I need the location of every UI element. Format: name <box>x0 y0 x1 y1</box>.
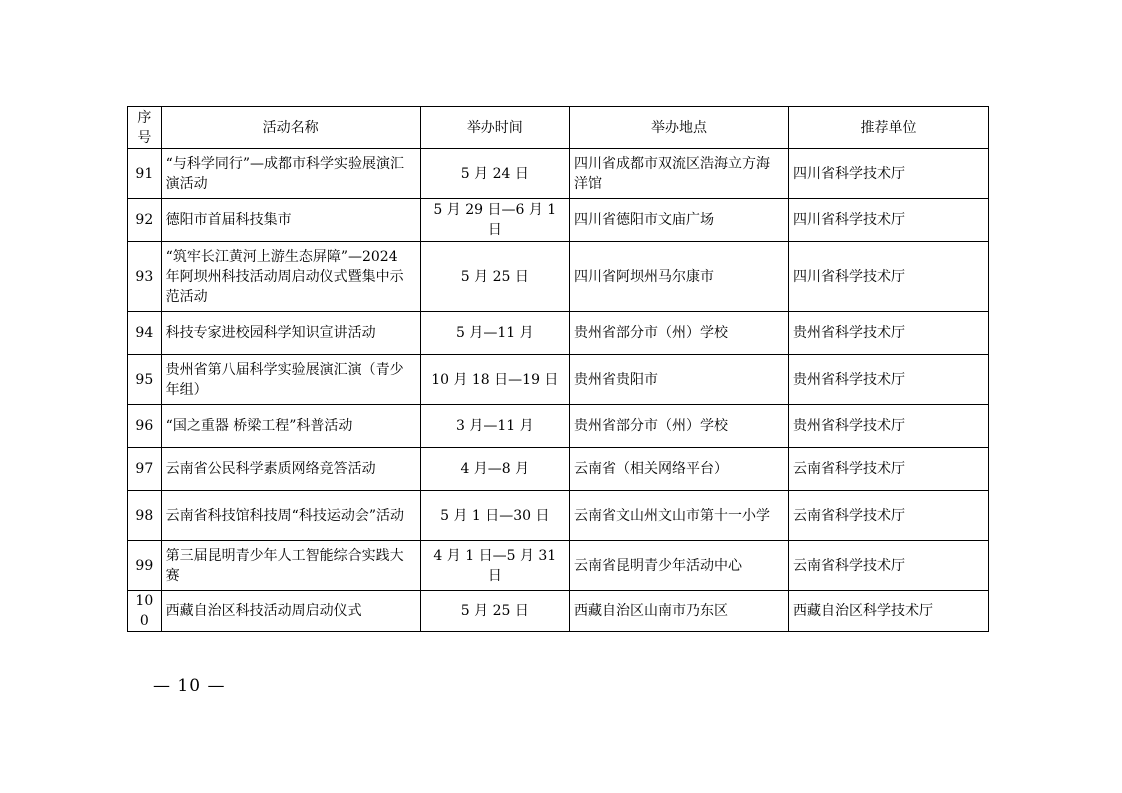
row-number: 94 <box>128 312 162 355</box>
activity-time: 5 月 25 日 <box>420 242 569 312</box>
header-cell-place: 举办地点 <box>570 107 789 149</box>
table-row <box>128 491 989 541</box>
header-cell-name: 活动名称 <box>161 107 420 149</box>
activity-place: 西藏自治区山南市乃东区 <box>570 591 789 632</box>
activity-place: 贵州省贵阳市 <box>570 355 789 405</box>
recommending-unit: 贵州省科学技术厅 <box>788 312 988 355</box>
row-number: 100 <box>128 591 162 632</box>
table-row <box>128 149 989 199</box>
activity-time: 5 月 24 日 <box>420 149 569 199</box>
activity-time: 4 月 1 日—5 月 31 日 <box>420 541 569 591</box>
recommending-unit: 贵州省科学技术厅 <box>788 355 988 405</box>
row-number: 95 <box>128 355 162 405</box>
activity-place: 云南省（相关网络平台） <box>570 448 789 491</box>
recommending-unit: 贵州省科学技术厅 <box>788 405 988 448</box>
activity-time: 3 月—11 月 <box>420 405 569 448</box>
page-number: — 10 — <box>153 676 226 696</box>
row-number: 98 <box>128 491 162 541</box>
table-row <box>128 312 989 355</box>
activity-name: 贵州省第八届科学实验展演汇演（青少年组） <box>161 355 420 405</box>
activity-place: 贵州省部分市（州）学校 <box>570 405 789 448</box>
table-header-row <box>128 107 989 149</box>
activity-place: 四川省阿坝州马尔康市 <box>570 242 789 312</box>
row-number: 99 <box>128 541 162 591</box>
activity-place: 四川省德阳市文庙广场 <box>570 199 789 242</box>
activity-name: 西藏自治区科技活动周启动仪式 <box>161 591 420 632</box>
header-cell-unit: 推荐单位 <box>788 107 988 149</box>
recommending-unit: 四川省科学技术厅 <box>788 242 988 312</box>
recommending-unit: 四川省科学技术厅 <box>788 149 988 199</box>
activity-name: “筑牢长江黄河上游生态屏障”—2024 年阿坝州科技活动周启动仪式暨集中示范活动 <box>161 242 420 312</box>
table-row <box>128 199 989 242</box>
table-row <box>128 242 989 312</box>
activity-time: 5 月 29 日—6 月 1 日 <box>420 199 569 242</box>
activity-time: 5 月—11 月 <box>420 312 569 355</box>
recommending-unit: 四川省科学技术厅 <box>788 199 988 242</box>
row-number: 92 <box>128 199 162 242</box>
activity-name: “国之重器 桥梁工程”科普活动 <box>161 405 420 448</box>
table-row <box>128 591 989 632</box>
row-number: 96 <box>128 405 162 448</box>
row-number: 93 <box>128 242 162 312</box>
activity-name: 云南省公民科学素质网络竞答活动 <box>161 448 420 491</box>
recommending-unit: 云南省科学技术厅 <box>788 541 988 591</box>
recommending-unit: 云南省科学技术厅 <box>788 491 988 541</box>
recommending-unit: 西藏自治区科学技术厅 <box>788 591 988 632</box>
activity-place: 贵州省部分市（州）学校 <box>570 312 789 355</box>
activity-time: 10 月 18 日—19 日 <box>420 355 569 405</box>
activity-place: 四川省成都市双流区浩海立方海洋馆 <box>570 149 789 199</box>
activity-place: 云南省昆明青少年活动中心 <box>570 541 789 591</box>
activity-name: 德阳市首届科技集市 <box>161 199 420 242</box>
activity-time: 4 月—8 月 <box>420 448 569 491</box>
activity-table <box>127 106 989 632</box>
table-row <box>128 405 989 448</box>
header-cell-time: 举办时间 <box>420 107 569 149</box>
activity-name: 科技专家进校园科学知识宣讲活动 <box>161 312 420 355</box>
activity-name: 第三届昆明青少年人工智能综合实践大赛 <box>161 541 420 591</box>
activity-name: “与科学同行”—成都市科学实验展演汇演活动 <box>161 149 420 199</box>
row-number: 97 <box>128 448 162 491</box>
recommending-unit: 云南省科学技术厅 <box>788 448 988 491</box>
row-number: 91 <box>128 149 162 199</box>
activity-time: 5 月 25 日 <box>420 591 569 632</box>
activity-time: 5 月 1 日—30 日 <box>420 491 569 541</box>
activity-place: 云南省文山州文山市第十一小学 <box>570 491 789 541</box>
table-row <box>128 355 989 405</box>
table-row <box>128 448 989 491</box>
table-row <box>128 541 989 591</box>
activity-name: 云南省科技馆科技周“科技运动会”活动 <box>161 491 420 541</box>
header-cell-no: 序号 <box>128 107 162 149</box>
